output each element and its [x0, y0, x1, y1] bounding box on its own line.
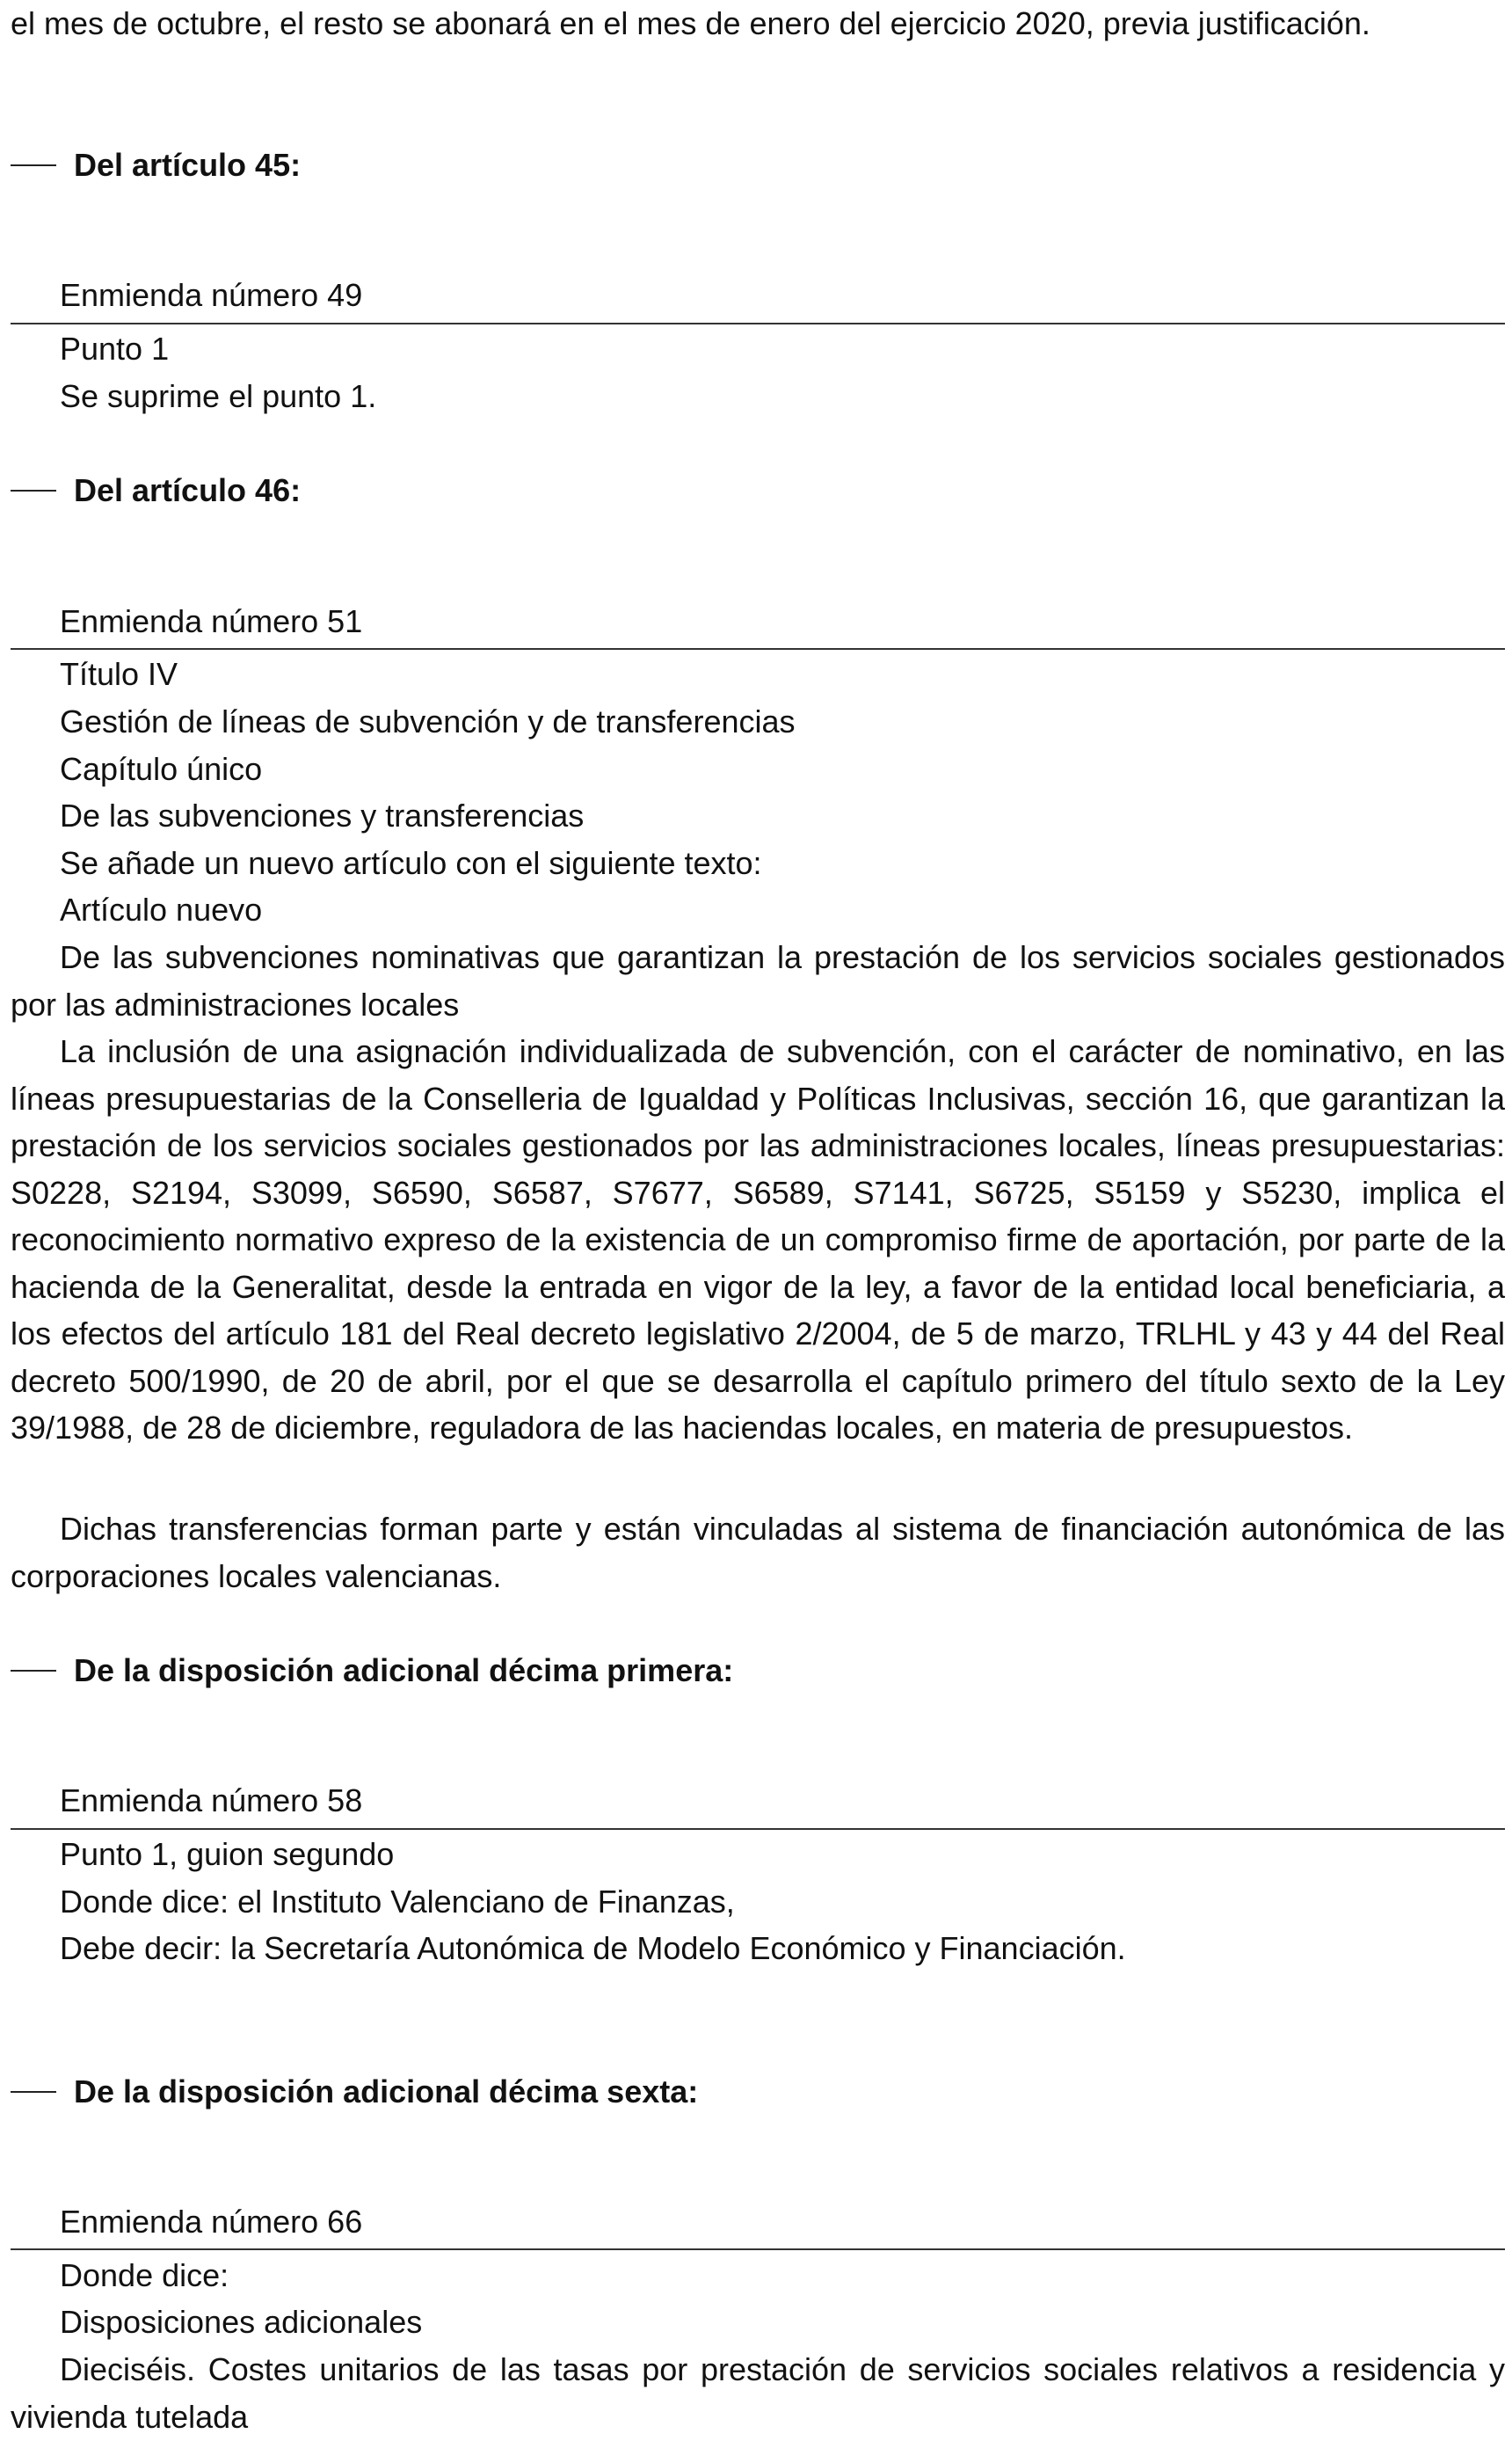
section-title: Del artículo 45: [74, 147, 302, 183]
dash-marker [11, 1670, 56, 1672]
amendment-line: Gestión de líneas de subvención y de transferencias [60, 703, 796, 740]
amendment-paragraph: La inclusión de una asignación individualizada de subvención, con el carácter de nominativo, en las líneas presupuestarias de la Conselleria de Igualdad y Políticas Inclusivas, sección 16, que garantizan la prestación de los servicios sociales gestionados por las administraciones locales, líneas presupuestarias: S0228, S2194, S3099, S6590, S6587, S7677, S6589, S7141, S6725, S5159 y S5230, implica el reconocimiento normativo expreso de la existencia de un compromiso firme de aportación, por parte de la hacienda de la Generalitat, desde la entrada en vigor de la ley, a favor de la entidad local beneficiaria, a los efectos del artículo 181 del Real decreto legislativo 2/2004, de 5 de marzo, TRLHL y 43 y 44 del Real decreto 500/1990, de 20 de abril, por el que se desarrolla el capítulo primero del título sexto de la Ley 39/1988, de 28 de diciembre, reguladora de las haciendas locales, en materia de presupuestos. [11, 1033, 1505, 1446]
intro-paragraph: el mes de octubre, el resto se abonará en el mes de enero del ejercicio 2020, previa justificación. [11, 5, 1370, 41]
amendment-rule [11, 1828, 1505, 1830]
amendment-number: Enmienda número 51 [60, 603, 363, 639]
amendment-line: Disposiciones adicionales [60, 2304, 423, 2340]
dash-marker [11, 490, 56, 492]
section-heading-da-16 [11, 2066, 698, 2118]
amendment-line: Donde dice: [60, 2257, 229, 2293]
amendment-rule [11, 323, 1505, 324]
amendment-rule [11, 2248, 1505, 2250]
amendment-rule [11, 648, 1505, 650]
amendment-line: Se suprime el punto 1. [60, 378, 377, 414]
amendment-line: Capítulo único [60, 751, 263, 787]
amendment-paragraph: De las subvenciones nominativas que garantizan la prestación de los servicios sociales gestionados por las administraciones locales [11, 939, 1505, 1023]
dash-marker [11, 2091, 56, 2093]
dash-marker [11, 164, 56, 166]
amendment-number: Enmienda número 66 [60, 2204, 363, 2240]
amendment-line: De las subvenciones y transferencias [60, 798, 585, 834]
amendment-line: Título IV [60, 656, 178, 692]
section-heading-art45 [11, 139, 301, 192]
section-title: De la disposición adicional décima sexta: [74, 2073, 699, 2109]
section-heading-art46 [11, 464, 301, 517]
amendment-line: Artículo nuevo [60, 892, 263, 928]
amendment-number: Enmienda número 49 [60, 277, 363, 313]
section-title: De la disposición adicional décima primera: [74, 1652, 734, 1688]
amendment-line: Punto 1 [60, 331, 170, 367]
section-title: Del artículo 46: [74, 472, 302, 508]
amendment-line: Donde dice: el Instituto Valenciano de Finanzas, [60, 1884, 735, 1920]
amendment-line: Debe decir: la Secretaría Autonómica de Modelo Económico y Financiación. [60, 1930, 1126, 1966]
amendment-line: Punto 1, guion segundo [60, 1836, 395, 1872]
amendment-paragraph: Dichas transferencias forman parte y están vinculadas al sistema de financiación autonómica de las corporaciones locales valencianas. [11, 1511, 1505, 1594]
amendment-number: Enmienda número 58 [60, 1782, 363, 1818]
amendment-line: Se añade un nuevo artículo con el siguiente texto: [60, 845, 762, 881]
section-heading-da-11 [11, 1644, 733, 1697]
amendment-paragraph: Dieciséis. Costes unitarios de las tasas por prestación de servicios sociales relativos a residencia y vivienda tutelada [11, 2351, 1505, 2435]
